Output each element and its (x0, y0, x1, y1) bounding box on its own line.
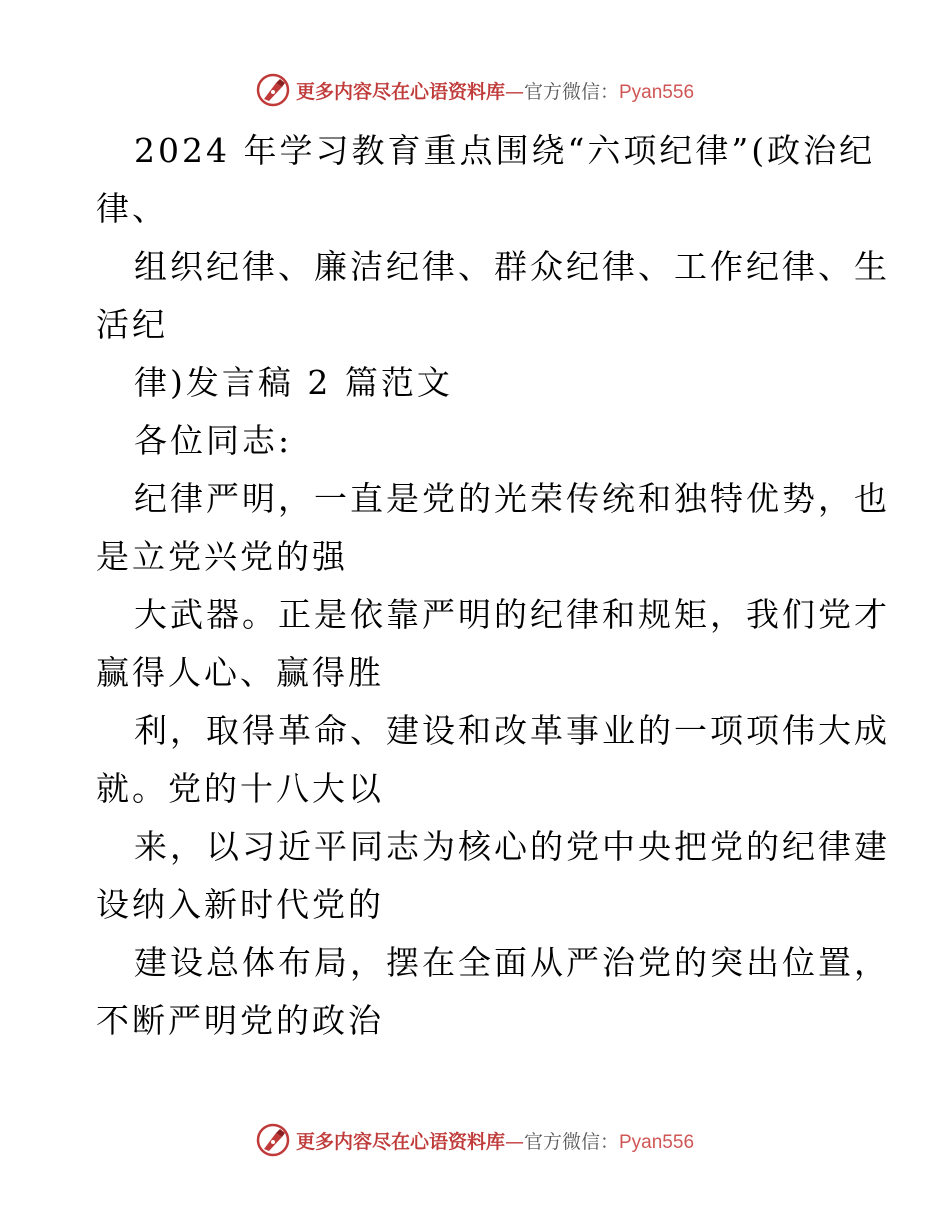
doc-line: 来，以习近平同志为核心的党中央把党的纪律建 (134, 827, 890, 866)
pen-nib-logo-icon (256, 1123, 290, 1157)
doc-line: 大武器。正是依靠严明的纪律和规矩，我们党才 (134, 595, 890, 634)
doc-line: 活纪 (96, 305, 168, 344)
doc-line: 利，取得革命、建设和改革事业的一项项伟大成 (134, 711, 890, 750)
doc-line: 就。党的十八大以 (96, 769, 384, 808)
doc-line: 赢得人心、赢得胜 (96, 653, 384, 692)
pen-nib-logo-icon (256, 73, 290, 107)
doc-line: 律)发言稿 2 篇范文 (134, 363, 453, 402)
doc-line: 纪律严明，一直是党的光荣传统和独特优势，也 (134, 479, 890, 518)
banner-wechat-id: Pyan556 (619, 81, 695, 103)
footer-banner (0, 1120, 950, 1160)
doc-line: 建设总体布局，摆在全面从严治党的突出位置， (134, 943, 890, 982)
doc-line: 设纳入新时代党的 (96, 885, 384, 924)
banner-dash: — (504, 1130, 524, 1153)
doc-line: 各位同志: (134, 421, 293, 460)
document-body (96, 122, 890, 1050)
header-banner (0, 70, 950, 110)
doc-line: 2024 年学习教育重点围绕“六项纪律”(政治纪 (134, 131, 876, 170)
doc-line: 律、 (96, 189, 168, 228)
banner-wechat-label: 官方微信： (523, 1130, 619, 1153)
doc-line: 组织纪律、廉洁纪律、群众纪律、工作纪律、生 (134, 247, 890, 286)
banner-dash: — (504, 80, 524, 103)
doc-line: 不断严明党的政治 (96, 1001, 384, 1040)
doc-line: 是立党兴党的强 (96, 537, 348, 576)
banner-site-name: 更多内容尽在心语资料库 (295, 1130, 505, 1153)
banner-wechat-label: 官方微信： (523, 80, 619, 103)
banner-site-name: 更多内容尽在心语资料库 (295, 80, 505, 103)
banner-wechat-id: Pyan556 (619, 1131, 695, 1153)
